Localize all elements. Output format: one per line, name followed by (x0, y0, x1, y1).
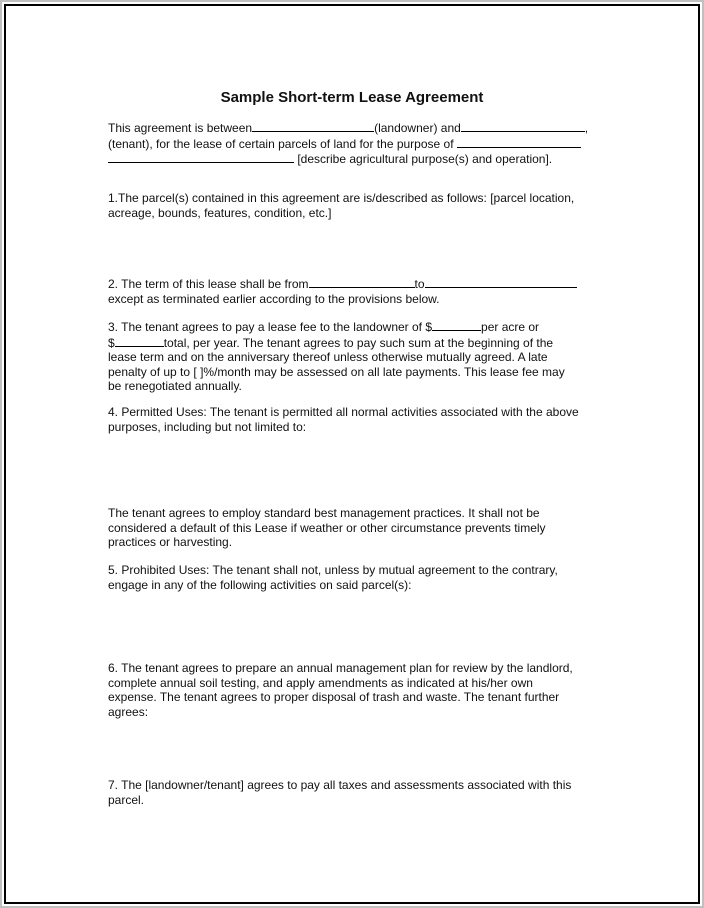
intro-paragraph (108, 120, 608, 167)
section-7 (108, 778, 608, 807)
text: engage in any of the following activities on said parcel(s): (108, 577, 412, 592)
text: 4. Permitted Uses: The tenant is permitted all normal activities associated with the above (108, 405, 579, 419)
text: The tenant agrees to employ standard best management practices. It shall not be (108, 506, 540, 520)
text: penalty of up to [ ]%/month may be assessed on all late payments. This lease fee may (108, 364, 565, 379)
text: (tenant), for the lease of certain parcels of land for the purpose of (108, 136, 454, 151)
section-6 (108, 661, 608, 719)
end-date-blank[interactable] (425, 276, 577, 288)
text: [describe agricultural purpose(s) and operation]. (294, 152, 553, 167)
text: $ (108, 335, 115, 350)
text: agrees: (108, 704, 149, 719)
text: per acre or (481, 320, 540, 334)
landowner-blank[interactable] (252, 120, 374, 132)
text: 3. The tenant agrees to pay a lease fee to the landowner of $ (108, 320, 433, 334)
section-3 (108, 319, 608, 394)
start-date-blank[interactable] (309, 276, 415, 288)
text: 6. The tenant agrees to prepare an annual management plan for review by the landlord, (108, 661, 573, 675)
text: be renegotiated annually. (108, 379, 242, 394)
text: total, per year. The tenant agrees to pay such sum at the beginning of the (163, 335, 554, 350)
text: except as terminated earlier according to the provisions below. (108, 291, 440, 306)
total-fee-blank[interactable] (115, 335, 164, 347)
text: parcel. (108, 792, 145, 807)
text: expense. The tenant agrees to proper disposal of trash and waste. The tenant further (108, 690, 560, 705)
text: complete annual soil testing, and apply amendments as indicated at his/her own (108, 675, 533, 690)
text: to (414, 277, 425, 291)
text: (landowner) and (374, 121, 461, 135)
text: 5. Prohibited Uses: The tenant shall not, unless by mutual agreement to the contrary, (108, 563, 558, 577)
text: lease term and on the anniversary thereof unless otherwise mutually agreed. A late (108, 350, 548, 365)
bmp-paragraph (108, 506, 608, 550)
tenant-blank[interactable] (461, 120, 585, 132)
text: considered a default of this Lease if weather or other circumstance prevents timely (108, 520, 546, 535)
text: purposes, including but not limited to: (108, 419, 307, 434)
text: 1.The parcel(s) contained in this agreement are is/described as follows: [parcel location, (108, 191, 575, 205)
text: acreage, bounds, features, condition, etc.] (108, 205, 332, 220)
text: 2. The term of this lease shall be from (108, 277, 309, 291)
purpose-blank-2[interactable] (108, 151, 294, 163)
section-5 (108, 563, 608, 592)
text: This agreement is between (108, 121, 253, 135)
purpose-blank[interactable] (457, 136, 581, 148)
document-title: Sample Short-term Lease Agreement (220, 89, 484, 106)
section-2 (108, 276, 608, 306)
section-1 (108, 191, 608, 220)
text: 7. The [landowner/tenant] agrees to pay all taxes and assessments associated with this (108, 778, 572, 792)
per-acre-fee-blank[interactable] (432, 319, 481, 331)
text: , (584, 121, 589, 135)
text: practices or harvesting. (108, 535, 233, 550)
section-4 (108, 405, 608, 434)
